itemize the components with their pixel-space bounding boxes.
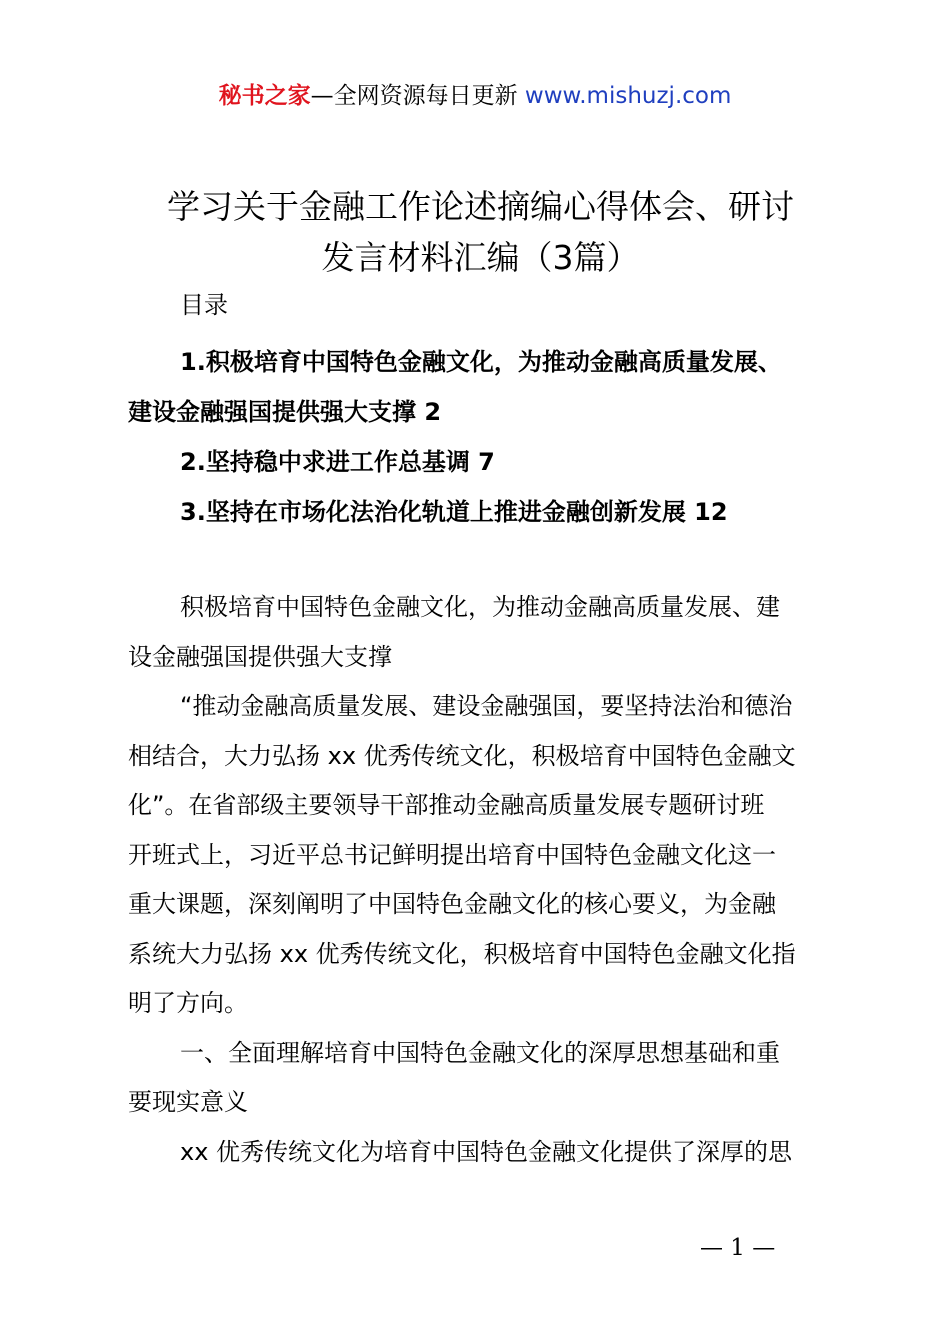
title-line-2: 发言材料汇编（3篇） <box>321 238 640 277</box>
brand-name: 秘书之家 <box>218 83 311 109</box>
paragraph-line: 相结合，大力弘扬 xx 优秀传统文化，积极培育中国特色金融文 <box>128 741 796 770</box>
subheading-line-1: 一、全面理解培育中国特色金融文化的深厚思想基础和重 <box>180 1038 780 1067</box>
toc-item-1-line-1[interactable]: 1.积极培育中国特色金融文化，为推动金融高质量发展、 <box>180 348 782 376</box>
paragraph-line: 系统大力弘扬 xx 优秀传统文化，积极培育中国特色金融文化指 <box>128 939 796 968</box>
section-heading-line-2: 设金融强国提供强大支撑 <box>128 642 392 671</box>
paragraph-line: “推动金融高质量发展、建设金融强国，要坚持法治和德治 <box>180 692 793 720</box>
toc-item-2[interactable]: 2.坚持稳中求进工作总基调 7 <box>180 448 495 476</box>
site-url-link[interactable]: www.mishuzj.com <box>524 83 732 109</box>
toc-item-1-line-2[interactable]: 建设金融强国提供强大支撑 2 <box>128 398 442 426</box>
toc-heading: 目录 <box>180 291 228 319</box>
document-title <box>128 181 833 283</box>
paragraph-line: xx 优秀传统文化为培育中国特色金融文化提供了深厚的思 <box>180 1137 793 1166</box>
banner-tagline: —全网资源每日更新 <box>310 83 525 109</box>
paragraph-line: 开班式上，习近平总书记鲜明提出培育中国特色金融文化这一 <box>128 840 776 869</box>
paragraph-line: 重大课题，深刻阐明了中国特色金融文化的核心要义，为金融 <box>128 890 776 918</box>
title-line-1: 学习关于金融工作论述摘编心得体会、研讨 <box>167 187 794 226</box>
document-body <box>128 583 833 1177</box>
page-number: — 1 — <box>700 1235 776 1261</box>
toc-item-3[interactable]: 3.坚持在市场化法治化轨道上推进金融创新发展 12 <box>180 498 728 526</box>
subheading-line-2: 要现实意义 <box>128 1088 248 1116</box>
paragraph-line: 明了方向。 <box>128 989 248 1017</box>
paragraph-line: 化”。在省部级主要领导干部推动金融高质量发展专题研讨班 <box>128 791 765 819</box>
section-heading-line-1: 积极培育中国特色金融文化，为推动金融高质量发展、建 <box>180 593 780 621</box>
site-banner <box>0 80 950 112</box>
table-of-contents <box>128 337 833 537</box>
